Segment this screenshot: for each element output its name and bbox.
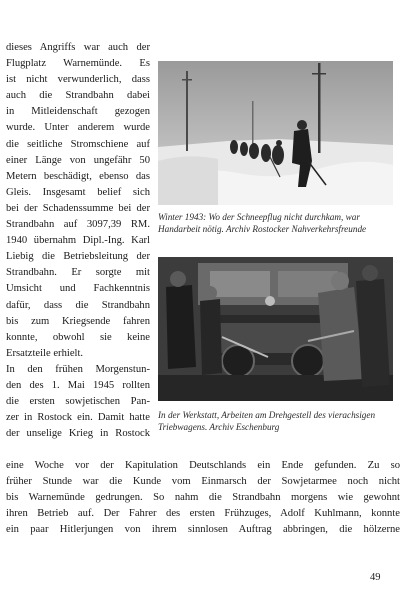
text-line: Liebig die Betriebsleitung der xyxy=(6,251,150,263)
text-line: wurde. Unter anderem wurde xyxy=(6,122,150,134)
text-line: eine Woche vor der Kapitulation Deutschlands ein Ende gefunden. Zu so xyxy=(6,460,400,471)
text-line: den des 1. Mai 1945 rollten xyxy=(6,379,150,391)
text-line: ist nicht verwunderlich, dass xyxy=(6,74,150,86)
text-line: ein paar Hitlerjungen von ihrem sinnlosen Auftrag abbringen, die hölzerne xyxy=(6,524,400,536)
page-number: 49 xyxy=(370,572,381,583)
text-line: einer Länge von ungefähr 50 xyxy=(6,154,150,166)
text-line: Gleis. Insgesamt belief sich xyxy=(6,186,150,198)
text-line: Strandbahn. Er sorgte mit xyxy=(6,267,150,279)
winter-snow-photo xyxy=(158,61,393,205)
left-text-column xyxy=(6,40,150,442)
text-line: in Mitleidenschaft gezogen xyxy=(6,106,150,118)
text-line: bei der Schadenssumme bei der xyxy=(6,202,150,214)
workshop-image xyxy=(158,257,393,401)
winter-snow-image xyxy=(158,61,393,205)
text-line: In den frühen Morgenstun- xyxy=(6,363,150,375)
text-line: Strandbahn auf 3097,39 RM. xyxy=(6,219,150,231)
photo-caption-workshop: In der Werkstatt, Arbeiten am Drehgestell des vierachsigen Triebwagens. Archiv Eschenburg xyxy=(158,410,376,433)
text-line: dafür, dass die Strandbahn xyxy=(6,299,150,311)
text-line: zer in Rostock ein. Damit hatte xyxy=(6,412,150,424)
text-line: Umsicht und Fachkenntnis xyxy=(6,283,150,295)
text-line: auch die Strandbahn dabei xyxy=(6,90,150,102)
text-line: 1940 übernahm Dipl.-Ing. Karl xyxy=(6,235,150,247)
text-line: konnte, obwohl sie keine xyxy=(6,331,150,343)
text-line: bis zum Kriegsende fahren xyxy=(6,315,150,327)
text-line: Ersatzteile erhielt. xyxy=(6,347,84,359)
text-line: ihren Betrieb auf. Der Fahrer des ersten Frühzuges, Adolf Kuhlmann, konnte xyxy=(6,508,400,520)
full-width-text xyxy=(6,458,400,538)
text-line: Metern beschädigt, ebenso das xyxy=(6,170,150,182)
text-line: Flugplatz Warnemünde. Es xyxy=(6,58,150,70)
text-line: die seitliche Stromschiene auf xyxy=(6,138,150,150)
text-line: der unselige Krieg in Rostock xyxy=(6,428,150,440)
text-line: früher Stunde war die Kunde vom Einmarsch der Sowjetarmee noch nicht xyxy=(6,476,400,488)
photo-caption-winter: Winter 1943: Wo der Schneepflug nicht durchkam, war Handarbeit nötig. Archiv Rostocker Nahverkehrsfreunde xyxy=(158,212,367,235)
workshop-photo xyxy=(158,257,393,401)
text-line: bis Warnemünde gedrungen. So nahm die Strandbahn morgens wie gewohnt xyxy=(6,492,400,504)
text-line: die ersten sowjetischen Pan- xyxy=(6,396,150,408)
text-line: dieses Angriffs war auch der xyxy=(6,42,150,53)
